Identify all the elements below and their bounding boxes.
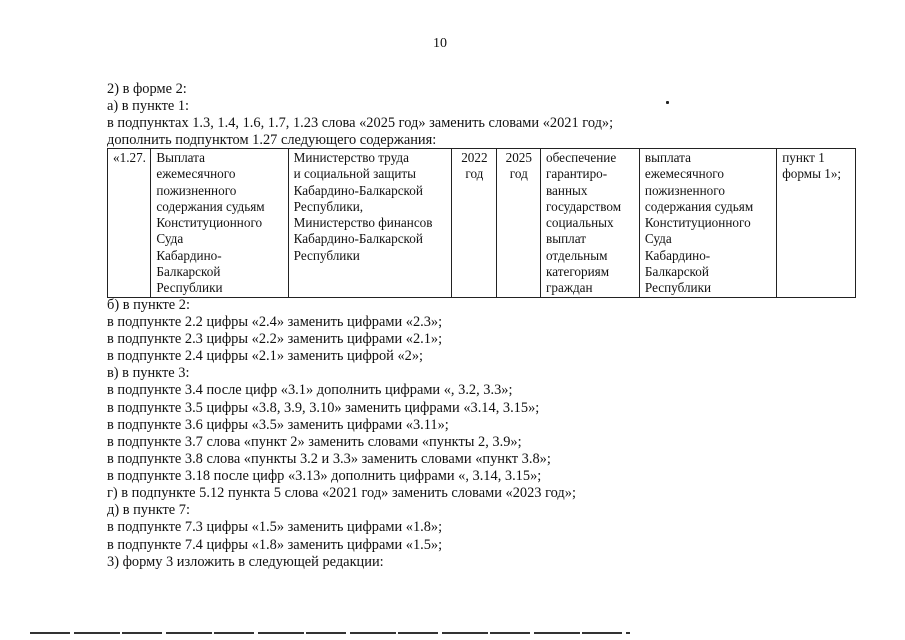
intro-line-3: в подпунктах 1.3, 1.4, 1.6, 1.7, 1.23 слова «2025 год» заменить словами «2021 год»; [107, 115, 614, 131]
intro-line-2: а) в пункте 1: [107, 98, 190, 114]
body-line-4: в подпункте 2.4 цифры «2.1» заменить цифрой «2»; [107, 348, 424, 364]
body-line-1: б) в пункте 2: [107, 297, 190, 313]
table-row [108, 149, 856, 298]
body-line-2: в подпункте 2.2 цифры «2.4» заменить цифрами «2.3»; [107, 314, 443, 330]
cell-year-end: 2025 год [496, 149, 540, 298]
body-line-9: в подпункте 3.7 слова «пункт 2» заменить словами «пункты 2, 3.9»; [107, 434, 522, 450]
body-line-10: в подпункте 3.8 слова «пункты 3.2 и 3.3» заменить словами «пункт 3.8»; [107, 451, 551, 467]
body-line-8: в подпункте 3.6 цифры «3.5» заменить цифрами «3.11»; [107, 417, 449, 433]
cell-year-start: 2022 год [452, 149, 496, 298]
cell-result: выплата ежемесячного пожизненного содержания судьям Конституционного Суда Кабардино- Балкарской Республики [639, 149, 776, 298]
scan-bottom-edge [30, 632, 630, 634]
cell-executor: Министерство труда и социальной защиты Кабардино-Балкарской Республики, Министерство финансов Кабардино-Балкарской Республики [288, 149, 452, 298]
body-line-11: в подпункте 3.18 после цифр «3.13» дополнить цифрами «, 3.14, 3.15»; [107, 468, 542, 484]
page-number: 10 [433, 36, 447, 51]
amendment-table [107, 148, 856, 298]
body-line-7: в подпункте 3.5 цифры «3.8, 3.9, 3.10» заменить цифрами «3.14, 3.15»; [107, 400, 540, 416]
cell-goal: обеспечение гарантиро- ванных государством социальных выплат отдельным категориям граждан [541, 149, 640, 298]
body-line-14: в подпункте 7.3 цифры «1.5» заменить цифрами «1.8»; [107, 519, 443, 535]
body-line-6: в подпункте 3.4 после цифр «3.1» дополнить цифрами «, 3.2, 3.3»; [107, 382, 513, 398]
intro-line-1: 2) в форме 2: [107, 81, 187, 97]
intro-line-4: дополнить подпунктом 1.27 следующего содержания: [107, 132, 437, 148]
cell-measure-name: Выплата ежемесячного пожизненного содержания судьям Конституционного Суда Кабардино- Балкарской Республики [151, 149, 288, 298]
body-line-3: в подпункте 2.3 цифры «2.2» заменить цифрами «2.1»; [107, 331, 443, 347]
body-line-12: г) в подпункте 5.12 пункта 5 слова «2021 год» заменить словами «2023 год»; [107, 485, 576, 501]
body-line-15: в подпункте 7.4 цифры «1.8» заменить цифрами «1.5»; [107, 537, 443, 553]
body-line-16: 3) форму 3 изложить в следующей редакции: [107, 554, 384, 570]
cell-reference: пункт 1 формы 1»; [777, 149, 856, 298]
scan-dot-mark [666, 101, 669, 104]
cell-item-number: «1.27. [108, 149, 151, 298]
body-line-13: д) в пункте 7: [107, 502, 190, 518]
scan-corner-mark [891, 0, 905, 6]
body-line-5: в) в пункте 3: [107, 365, 190, 381]
